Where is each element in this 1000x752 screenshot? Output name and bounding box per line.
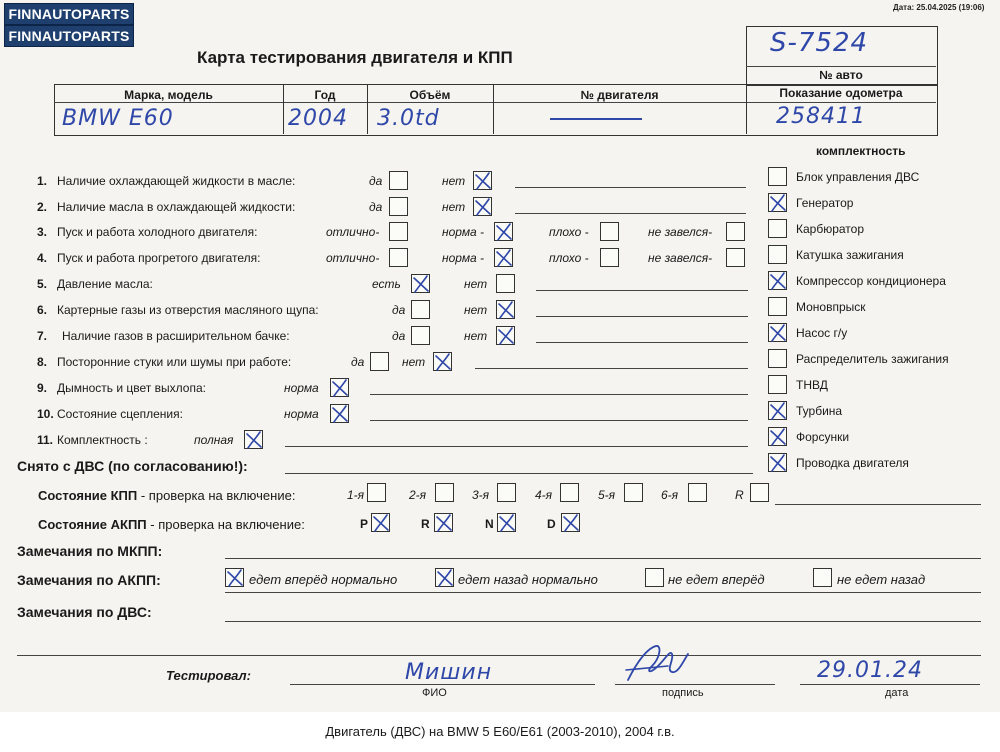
check-notes-line[interactable] <box>285 446 748 447</box>
cross-mark-icon <box>329 403 351 425</box>
kit-item-label: Проводка двигателя <box>796 456 909 470</box>
kit-checkbox[interactable] <box>768 453 787 472</box>
cross-mark-icon <box>370 512 392 534</box>
cross-mark-icon <box>495 325 517 347</box>
gear-checkbox[interactable] <box>688 483 707 502</box>
check-notes-line[interactable] <box>536 316 748 317</box>
check-option-label: норма <box>284 407 319 421</box>
volume-value: 3.0td <box>377 106 440 131</box>
check-number: 1. <box>37 174 48 188</box>
check-number: 3. <box>37 225 48 239</box>
photo-caption: Двигатель (ДВС) на BMW 5 E60/E61 (2003-2010), 2004 г.в. <box>0 712 1000 750</box>
check-option-checkbox[interactable] <box>433 352 452 371</box>
kit-item-label: Компрессор кондиционера <box>796 274 946 288</box>
cross-mark-icon <box>560 512 582 534</box>
check-option-checkbox[interactable] <box>244 430 263 449</box>
check-notes-line[interactable] <box>515 187 746 188</box>
check-option-label: нет <box>402 355 426 369</box>
mt-line[interactable] <box>775 504 981 505</box>
gear-checkbox[interactable] <box>435 483 454 502</box>
check-option-label: нет <box>464 303 488 317</box>
removed-label: Снято с ДВС (по согласованию!): <box>17 458 248 474</box>
check-option-label: да <box>351 355 365 369</box>
tested-label: Тестировал: <box>166 668 251 683</box>
remarks-at-line[interactable] <box>225 592 981 593</box>
kit-checkbox[interactable] <box>768 401 787 420</box>
tester-name-value: Мишин <box>405 660 493 685</box>
check-option-label: полная <box>194 433 234 447</box>
gear-checkbox[interactable] <box>624 483 643 502</box>
kit-item-label: ТНВД <box>796 378 828 392</box>
check-label: Дымность и цвет выхлопа: <box>57 381 206 395</box>
kit-item-label: Моновпрыск <box>796 300 866 314</box>
check-label: Наличие газов в расширительном бачке: <box>62 329 290 343</box>
check-option-label: есть <box>372 277 401 291</box>
check-option-label: плохо - <box>549 251 589 265</box>
at-mode-label: N <box>485 517 494 531</box>
gear-label: 6-я <box>661 488 679 502</box>
cross-mark-icon <box>243 429 265 451</box>
check-option-checkbox[interactable] <box>726 248 745 267</box>
check-option-checkbox[interactable] <box>496 300 515 319</box>
check-option-label: да <box>369 174 383 188</box>
kit-checkbox[interactable] <box>768 245 787 264</box>
check-number: 11. <box>37 433 54 447</box>
check-number: 9. <box>37 381 48 395</box>
at-mode-label: D <box>547 517 556 531</box>
gear-label: 5-я <box>598 488 616 502</box>
check-option-label: нет <box>464 329 488 343</box>
signature-line <box>615 684 775 685</box>
check-notes-line[interactable] <box>515 213 746 214</box>
check-label: Состояние сцепления: <box>57 407 183 421</box>
kit-checkbox[interactable] <box>768 349 787 368</box>
kit-item-label: Катушка зажигания <box>796 248 904 262</box>
fio-line <box>290 684 595 685</box>
kit-checkbox[interactable] <box>768 375 787 394</box>
check-number: 2. <box>37 200 48 214</box>
check-number: 8. <box>37 355 48 369</box>
at-remark-checkbox[interactable] <box>813 568 832 587</box>
check-option-label: норма - <box>442 225 485 239</box>
check-option-label: не завелся- <box>648 225 713 239</box>
check-number: 10. <box>37 407 54 421</box>
check-number: 5. <box>37 277 48 291</box>
cross-mark-icon <box>472 196 494 218</box>
at-remark-label: не едет вперёд <box>668 572 765 587</box>
brand-logo: FINNAUTOPARTS <box>4 3 134 25</box>
gear-checkbox[interactable] <box>560 483 579 502</box>
mt-label: Состояние КПП - проверка на включение: <box>38 488 296 503</box>
col-year-header: Год <box>314 88 336 102</box>
kit-item-label: Генератор <box>796 196 854 210</box>
check-option-label: не завелся- <box>648 251 713 265</box>
cross-mark-icon <box>767 192 789 214</box>
at-remark-label: не едет назад <box>837 572 926 587</box>
check-option-label: да <box>369 200 383 214</box>
at-remark-checkbox[interactable] <box>435 568 454 587</box>
cross-mark-icon <box>410 273 432 295</box>
check-option-checkbox[interactable] <box>330 378 349 397</box>
gear-checkbox[interactable] <box>367 483 386 502</box>
remarks-at-label: Замечания по АКПП: <box>17 572 161 588</box>
cross-mark-icon <box>495 299 517 321</box>
at-mode-label: P <box>360 517 369 531</box>
date-label: дата <box>885 687 909 699</box>
divider <box>54 102 936 103</box>
check-label: Давление масла: <box>57 277 153 291</box>
check-option-checkbox[interactable] <box>600 222 619 241</box>
check-option-label: плохо - <box>549 225 589 239</box>
auto-number-value: S-7524 <box>770 28 869 58</box>
check-option-label: нет <box>464 277 488 291</box>
cross-mark-icon <box>767 400 789 422</box>
fio-label: ФИО <box>422 687 447 699</box>
check-option-checkbox[interactable] <box>389 222 408 241</box>
brand-logo-secondary: FINNAUTOPARTS <box>4 25 134 47</box>
at-remark-label: едет назад нормально <box>458 572 598 587</box>
kit-checkbox[interactable] <box>768 193 787 212</box>
kit-item-label: Насос г/у <box>796 326 848 340</box>
check-label: Посторонние стуки или шумы при работе: <box>57 355 292 369</box>
check-option-label: норма - <box>442 251 485 265</box>
check-label: Наличие масла в охлаждающей жидкости: <box>57 200 296 214</box>
cross-mark-icon <box>472 170 494 192</box>
check-option-checkbox[interactable] <box>389 197 408 216</box>
check-label: Комплектность : <box>57 433 148 447</box>
gear-label: 2-я <box>409 488 427 502</box>
check-option-checkbox[interactable] <box>726 222 745 241</box>
check-option-checkbox[interactable] <box>496 326 515 345</box>
cross-mark-icon <box>767 426 789 448</box>
gear-label: 1-я <box>347 488 365 502</box>
at-remark-label: едет вперёд нормально <box>249 572 398 587</box>
check-option-checkbox[interactable] <box>496 274 515 293</box>
signature-label: подпись <box>662 687 704 699</box>
kit-title: комплектность <box>816 144 906 158</box>
cross-mark-icon <box>434 567 456 589</box>
cross-mark-icon <box>767 270 789 292</box>
check-number: 4. <box>37 251 48 265</box>
sign-date-value: 29.01.24 <box>817 658 923 683</box>
year-value: 2004 <box>288 106 348 131</box>
at-mode-checkbox[interactable] <box>561 513 580 532</box>
check-number: 7. <box>37 329 48 343</box>
check-notes-line[interactable] <box>370 394 748 395</box>
kit-item-label: Распределитель зажигания <box>796 352 949 366</box>
check-option-checkbox[interactable] <box>600 248 619 267</box>
kit-checkbox[interactable] <box>768 323 787 342</box>
check-option-label: да <box>392 329 406 343</box>
kit-checkbox[interactable] <box>768 167 787 186</box>
check-option-checkbox[interactable] <box>473 171 492 190</box>
check-option-checkbox[interactable] <box>411 326 430 345</box>
cross-mark-icon <box>433 512 455 534</box>
check-option-checkbox[interactable] <box>389 171 408 190</box>
check-option-checkbox[interactable] <box>494 248 513 267</box>
check-label: Пуск и работа прогретого двигателя: <box>57 251 261 265</box>
date-stamp: Дата: 25.04.2025 (19:06) <box>893 3 985 12</box>
check-option-label: да <box>392 303 406 317</box>
kit-checkbox[interactable] <box>768 219 787 238</box>
engine-no-dash <box>550 118 642 120</box>
check-option-checkbox[interactable] <box>370 352 389 371</box>
page-title: Карта тестирования двигателя и КПП <box>197 48 513 67</box>
check-label: Наличие охлаждающей жидкости в масле: <box>57 174 296 188</box>
col-engine-no-header: № двигателя <box>580 88 659 102</box>
at-mode-checkbox[interactable] <box>497 513 516 532</box>
at-remark-checkbox[interactable] <box>645 568 664 587</box>
check-option-checkbox[interactable] <box>330 404 349 423</box>
date-line <box>800 684 980 685</box>
make-model-value: BMW E60 <box>62 106 174 131</box>
kit-item-label: Форсунки <box>796 430 850 444</box>
check-option-checkbox[interactable] <box>473 197 492 216</box>
kit-checkbox[interactable] <box>768 297 787 316</box>
col-volume-header: Объём <box>409 88 451 102</box>
check-notes-line[interactable] <box>536 290 748 291</box>
gear-label: 4-я <box>535 488 553 502</box>
check-option-checkbox[interactable] <box>411 274 430 293</box>
cross-mark-icon <box>767 452 789 474</box>
kit-checkbox[interactable] <box>768 271 787 290</box>
check-option-checkbox[interactable] <box>411 300 430 319</box>
cross-mark-icon <box>224 567 246 589</box>
check-option-checkbox[interactable] <box>389 248 408 267</box>
cross-mark-icon <box>432 351 454 373</box>
cross-mark-icon <box>493 221 515 243</box>
at-mode-checkbox[interactable] <box>434 513 453 532</box>
check-option-label: норма <box>284 381 319 395</box>
removed-line[interactable] <box>285 473 753 474</box>
at-label: Состояние АКПП - проверка на включение: <box>38 517 305 532</box>
check-notes-line[interactable] <box>370 420 748 421</box>
at-mode-checkbox[interactable] <box>371 513 390 532</box>
check-label: Картерные газы из отверстия масляного щупа: <box>57 303 319 317</box>
kit-item-label: Турбина <box>796 404 843 418</box>
remarks-engine-line[interactable] <box>225 621 981 622</box>
check-option-label: нет <box>442 174 466 188</box>
kit-checkbox[interactable] <box>768 427 787 446</box>
at-remark-checkbox[interactable] <box>225 568 244 587</box>
check-option-label: отлично- <box>326 251 380 265</box>
auto-number-label: № авто <box>819 68 863 82</box>
cross-mark-icon <box>493 247 515 269</box>
remarks-engine-label: Замечания по ДВС: <box>17 604 152 620</box>
col-odometer-header: Показание одометра <box>779 86 903 100</box>
col-make-header: Марка, модель <box>124 88 213 102</box>
check-notes-line[interactable] <box>475 368 748 369</box>
cross-mark-icon <box>496 512 518 534</box>
check-option-checkbox[interactable] <box>494 222 513 241</box>
kit-item-label: Карбюратор <box>796 222 865 236</box>
gear-label: R <box>735 488 744 502</box>
check-notes-line[interactable] <box>536 342 748 343</box>
divider <box>746 66 936 67</box>
cross-mark-icon <box>767 322 789 344</box>
kit-item-label: Блок управления ДВС <box>796 170 920 184</box>
remarks-engine-line-2[interactable] <box>17 655 981 656</box>
check-option-label: нет <box>442 200 466 214</box>
gear-checkbox[interactable] <box>497 483 516 502</box>
check-label: Пуск и работа холодного двигателя: <box>57 225 258 239</box>
remarks-mt-line[interactable] <box>225 558 981 559</box>
odometer-value: 258411 <box>776 104 866 129</box>
check-number: 6. <box>37 303 48 317</box>
gear-checkbox[interactable] <box>750 483 769 502</box>
remarks-mt-label: Замечания по МКПП: <box>17 543 163 559</box>
signature-mark <box>622 640 692 686</box>
check-option-label: отлично- <box>326 225 380 239</box>
at-mode-label: R <box>421 517 430 531</box>
cross-mark-icon <box>329 377 351 399</box>
gear-label: 3-я <box>472 488 490 502</box>
